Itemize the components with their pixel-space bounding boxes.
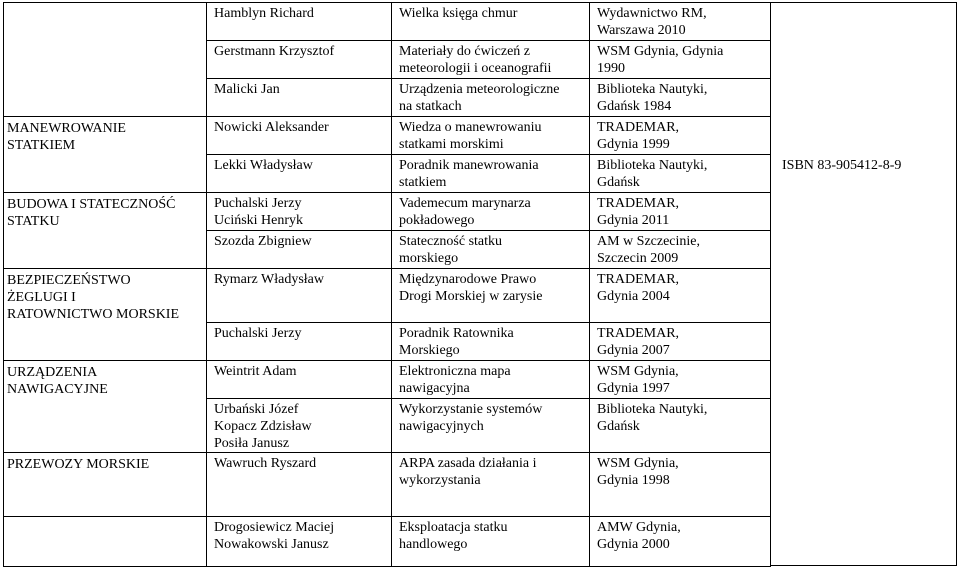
subject-category: BEZPIECZEŃSTWO <box>7 273 131 288</box>
author-name: Puchalski Jerzy <box>214 326 302 341</box>
publisher-info: Biblioteka Nautyki, <box>597 82 708 97</box>
row-divider <box>206 268 771 269</box>
publisher-info: Gdynia 2011 <box>597 213 670 228</box>
row-divider <box>206 192 771 193</box>
book-title: meteorologii i oceanografii <box>399 61 552 76</box>
book-title: Wielka księga chmur <box>399 6 518 21</box>
column-divider <box>206 2 207 566</box>
book-title: handlowego <box>399 537 468 552</box>
book-title: Wykorzystanie systemów <box>399 402 543 417</box>
book-title: pokładowego <box>399 213 475 228</box>
row-divider <box>206 398 771 399</box>
book-title: morskiego <box>399 251 459 266</box>
publisher-info: Gdynia 2000 <box>597 537 670 552</box>
author-name: Nowicki Aleksander <box>214 120 329 135</box>
column-divider <box>391 2 392 566</box>
row-divider <box>206 516 771 517</box>
publisher-info: WSM Gdynia, <box>597 456 679 471</box>
author-name: Nowakowski Janusz <box>214 537 329 552</box>
subject-category: RATOWNICTWO MORSKIE <box>7 307 180 322</box>
book-title: Poradnik Ratownika <box>399 326 514 341</box>
author-name: Puchalski Jerzy <box>214 196 302 211</box>
book-title: statkiem <box>399 175 447 190</box>
book-title: na statkach <box>399 99 462 114</box>
author-name: Wawruch Ryszard <box>214 456 317 471</box>
book-title: nawigacyjnych <box>399 419 484 434</box>
publisher-info: 1990 <box>597 61 625 76</box>
subject-category: BUDOWA I STATECZNOŚĆ <box>7 197 176 212</box>
publisher-info: Gdynia 2007 <box>597 343 670 358</box>
publisher-info: AMW Gdynia, <box>597 520 681 535</box>
book-title: Vademecum marynarza <box>399 196 531 211</box>
column-divider <box>589 2 590 566</box>
publisher-info: Biblioteka Nautyki, <box>597 402 708 417</box>
book-title: Eksploatacja statku <box>399 520 508 535</box>
publisher-info: Gdańsk <box>597 175 640 190</box>
publisher-info: Warszawa 2010 <box>597 23 686 38</box>
row-divider <box>206 2 771 3</box>
isbn-number: ISBN 83-905412-8-9 <box>782 158 902 173</box>
author-name: Urbański Józef <box>214 402 299 417</box>
author-name: Weintrit Adam <box>214 364 297 379</box>
author-name: Kopacz Zdzisław <box>214 419 312 434</box>
publisher-info: AM w Szczecinie, <box>597 234 701 249</box>
author-name: Drogosiewicz Maciej <box>214 520 335 535</box>
subject-divider <box>3 2 207 3</box>
publisher-info: WSM Gdynia, Gdynia <box>597 44 724 59</box>
subject-category: STATKIEM <box>7 138 76 153</box>
book-title: Wiedza o manewrowaniu <box>399 120 542 135</box>
book-title: Poradnik manewrowania <box>399 158 539 173</box>
author-name: Posiła Janusz <box>214 436 290 451</box>
author-name: Lekki Władysław <box>214 158 313 173</box>
publisher-info: Biblioteka Nautyki, <box>597 158 708 173</box>
subject-category: MANEWROWANIE <box>7 121 126 136</box>
publisher-info: Szczecin 2009 <box>597 251 679 266</box>
subject-category: ŻEGLUGI I <box>7 290 76 305</box>
publisher-info: WSM Gdynia, <box>597 364 679 379</box>
row-divider <box>206 452 771 453</box>
publisher-info: Wydawnictwo RM, <box>597 6 707 21</box>
publisher-info: Gdynia 1999 <box>597 137 670 152</box>
subject-divider <box>3 360 207 361</box>
row-divider <box>206 360 771 361</box>
book-title: Międzynarodowe Prawo <box>399 272 537 287</box>
publisher-info: Gdynia 2004 <box>597 289 670 304</box>
book-title: statkami morskimi <box>399 137 504 152</box>
publisher-info: TRADEMAR, <box>597 326 680 341</box>
book-title: nawigacyjna <box>399 381 470 396</box>
subject-category: NAWIGACYJNE <box>7 382 108 397</box>
row-divider <box>206 116 771 117</box>
subject-divider <box>3 192 207 193</box>
book-title: wykorzystania <box>399 473 481 488</box>
book-title: ARPA zasada działania i <box>399 456 537 471</box>
subject-category: PRZEWOZY MORSKIE <box>7 457 150 472</box>
publisher-info: Gdynia 1997 <box>597 381 670 396</box>
publisher-info: TRADEMAR, <box>597 272 680 287</box>
isbn-divider <box>770 2 957 3</box>
author-name: Szozda Zbigniew <box>214 234 312 249</box>
author-name: Malicki Jan <box>214 82 280 97</box>
column-divider <box>3 2 4 566</box>
column-divider <box>956 2 957 566</box>
book-title: Urządzenia meteorologiczne <box>399 82 560 97</box>
author-name: Rymarz Władysław <box>214 272 324 287</box>
author-name: Hamblyn Richard <box>214 6 314 21</box>
row-divider <box>206 40 771 41</box>
subject-divider <box>3 116 207 117</box>
author-name: Uciński Henryk <box>214 213 304 228</box>
subject-category: URZĄDZENIA <box>7 365 98 380</box>
publisher-info: Gdańsk 1984 <box>597 99 672 114</box>
row-divider <box>206 230 771 231</box>
row-divider <box>206 322 771 323</box>
row-divider <box>206 154 771 155</box>
book-title: Elektroniczna mapa <box>399 364 511 379</box>
publisher-info: TRADEMAR, <box>597 196 680 211</box>
publisher-info: Gdynia 1998 <box>597 473 670 488</box>
book-title: Morskiego <box>399 343 460 358</box>
book-title: Drogi Morskiej w zarysie <box>399 289 543 304</box>
publisher-info: Gdańsk <box>597 419 640 434</box>
author-name: Gerstmann Krzysztof <box>214 44 335 59</box>
book-title: Materiały do ćwiczeń z <box>399 44 530 59</box>
subject-divider <box>3 452 207 453</box>
row-divider <box>206 78 771 79</box>
subject-divider <box>3 268 207 269</box>
subject-category: STATKU <box>7 214 60 229</box>
book-title: Stateczność statku <box>399 234 503 249</box>
subject-divider <box>3 516 207 517</box>
column-divider <box>770 2 771 566</box>
publisher-info: TRADEMAR, <box>597 120 680 135</box>
